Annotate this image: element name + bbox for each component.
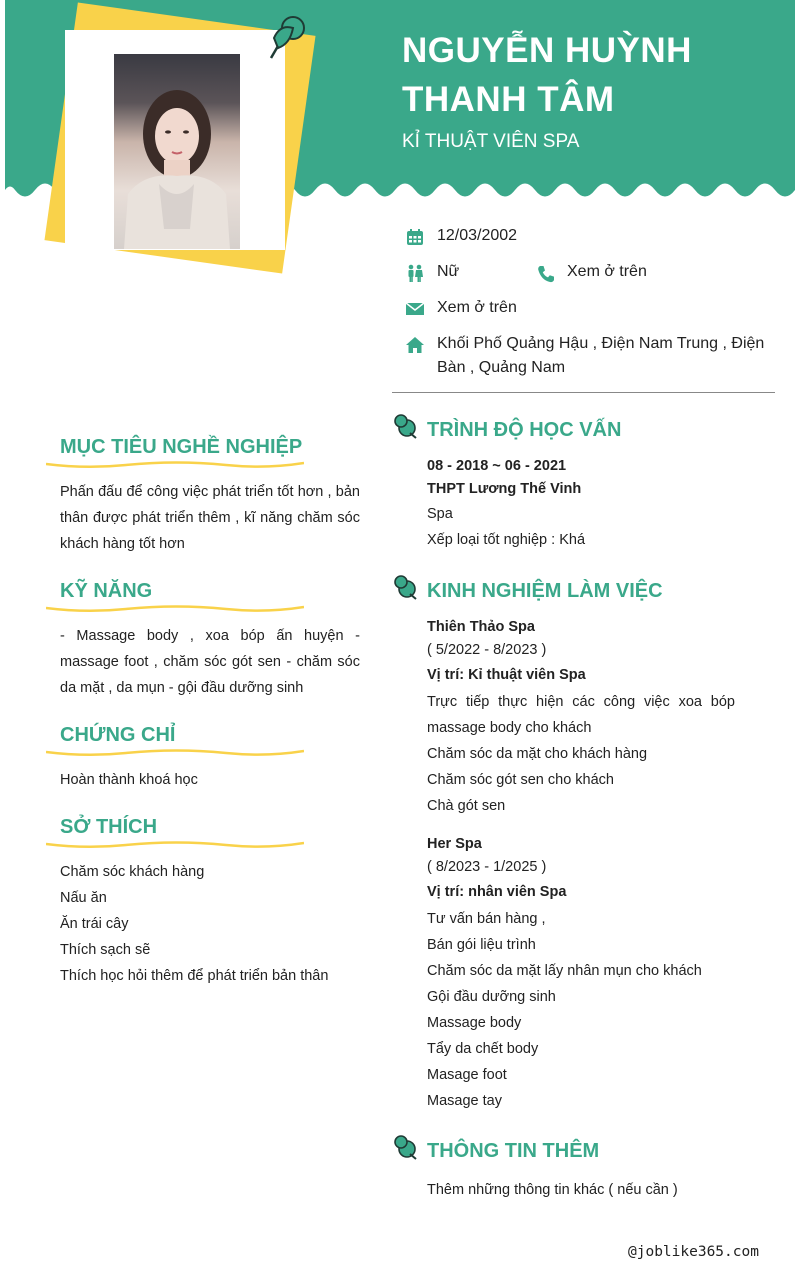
full-name: NGUYỄN HUỲNH THANH TÂM <box>402 31 692 119</box>
extra-heading: THÔNG TIN THÊM <box>427 1140 600 1162</box>
hobbies-underline <box>46 838 304 850</box>
job-duty: Gội đầu dưỡng sinh <box>427 989 556 1005</box>
objective-heading: MỤC TIÊU NGHỀ NGHIỆP <box>60 436 303 458</box>
list-item: Nấu ăn <box>60 890 107 906</box>
education-major: Spa <box>427 506 453 522</box>
hobbies-list <box>60 859 360 989</box>
mail-icon <box>405 299 425 319</box>
pushpin-icon <box>266 14 308 62</box>
calendar-icon <box>405 227 425 247</box>
education-school: THPT Lương Thế Vinh <box>427 481 582 497</box>
education-grade: Xếp loại tốt nghiệp : Khá <box>427 532 586 548</box>
phone-icon <box>536 264 556 284</box>
job-company: Her Spa <box>427 836 482 852</box>
gender-icon <box>405 263 425 283</box>
job-title: KỈ THUẬT VIÊN SPA <box>402 131 580 152</box>
certificates-text: Hoàn thành khoá học <box>60 772 198 788</box>
watermark: @joblike365.com <box>628 1244 759 1260</box>
list-item: Thích học hỏi thêm để phát triển bản thân <box>60 968 329 984</box>
experience-entry <box>427 833 735 1114</box>
phone-value: Xem ở trên <box>567 263 647 280</box>
pushpin-icon <box>392 413 418 439</box>
list-item: Ăn trái cây <box>60 916 129 932</box>
job-period: ( 8/2023 - 1/2025 ) <box>427 859 547 875</box>
job-duty: Tư vấn bán hàng , <box>427 911 546 927</box>
job-position: Vị trí: nhân viên Spa <box>427 884 567 900</box>
pushpin-icon <box>392 1134 418 1160</box>
home-icon <box>405 335 425 355</box>
skills-underline <box>46 602 304 614</box>
hobbies-heading: SỞ THÍCH <box>60 816 158 838</box>
email-value: Xem ở trên <box>437 299 517 316</box>
job-duty: Chăm sóc da mặt lấy nhân mụn cho khách <box>427 963 702 979</box>
job-duty: Trực tiếp thực hiện các công việc xoa bóp massage body cho khách <box>427 694 735 736</box>
dob-value: 12/03/2002 <box>437 227 518 244</box>
job-company: Thiên Thảo Spa <box>427 619 535 635</box>
education-period: 08 - 2018 ~ 06 - 2021 <box>427 458 567 474</box>
job-duty: Tẩy da chết body <box>427 1041 539 1057</box>
job-duty: Chăm sóc da mặt cho khách hàng <box>427 746 648 762</box>
skills-text: - Massage body , xoa bóp ấn huyện - massage foot , chăm sóc gót sen - chăm sóc da mặt , da mụn - gội đầu dưỡng sinh <box>60 628 360 696</box>
job-position: Vị trí: Kỉ thuật viên Spa <box>427 667 586 683</box>
certificates-underline <box>46 746 304 758</box>
list-item: Thích sạch sẽ <box>60 942 151 958</box>
objective-text: Phấn đấu để công việc phát triển tốt hơn , bản thân được phát triển thêm , kĩ năng chăm sóc khách hàng tốt hơn <box>60 484 360 552</box>
objective-underline <box>46 458 304 470</box>
gender-value: Nữ <box>437 263 460 280</box>
education-entry <box>427 455 735 553</box>
certificates-heading: CHỨNG CHỈ <box>60 724 176 746</box>
job-duty: Chăm sóc gót sen cho khách <box>427 772 614 788</box>
education-heading: TRÌNH ĐỘ HỌC VẤN <box>427 419 622 441</box>
job-duty: Bán gói liệu trình <box>427 937 536 953</box>
list-item: Chăm sóc khách hàng <box>60 864 205 880</box>
experience-heading: KINH NGHIỆM LÀM VIỆC <box>427 580 663 602</box>
skills-heading: KỸ NĂNG <box>60 580 153 602</box>
extra-text: Thêm những thông tin khác ( nếu cần ) <box>427 1182 678 1198</box>
profile-photo <box>114 54 240 249</box>
contact-divider <box>392 392 775 393</box>
address-value: Khối Phố Quảng Hậu , Điện Nam Trung , Điện Bàn , Quảng Nam <box>437 335 765 376</box>
job-duty: Masage tay <box>427 1093 502 1109</box>
job-period: ( 5/2022 - 8/2023 ) <box>427 642 547 658</box>
pushpin-icon <box>392 574 418 600</box>
experience-entry <box>427 616 735 819</box>
job-duty: Masage foot <box>427 1067 507 1083</box>
job-duty: Chà gót sen <box>427 798 506 814</box>
job-duty: Massage body <box>427 1015 522 1031</box>
